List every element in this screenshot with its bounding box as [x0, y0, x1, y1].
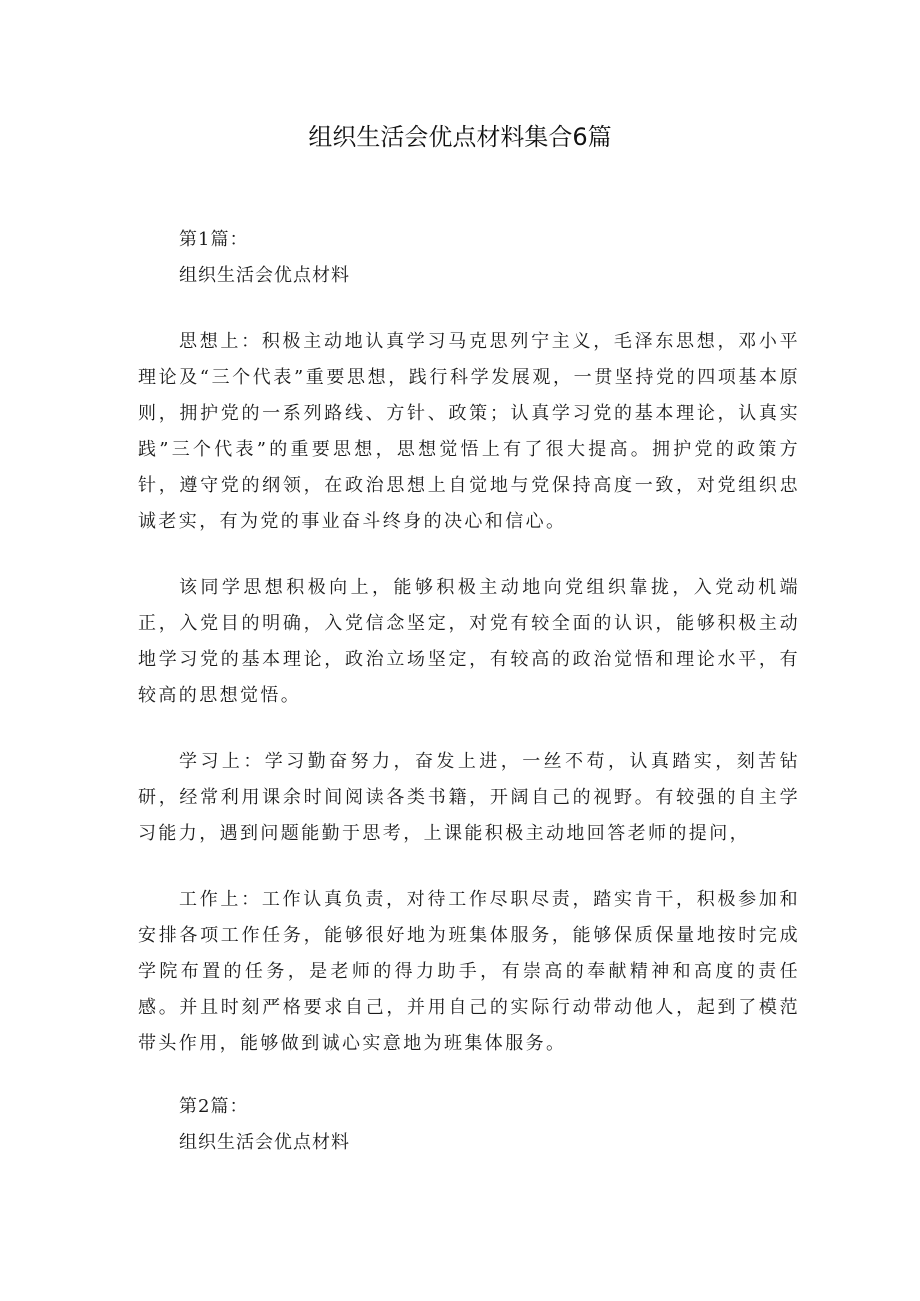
paragraph-work: 工作上：工作认真负责，对待工作尽职尽责，踏实肯干，积极参加和安排各项工作任务，能够很好地为班集体服务，能够保质保量地按时完成学院布置的任务，是老师的得力助手，有崇高的奉献精神和高度的责任感。并且时刻严格要求自己，并用自己的实际行动带动他人，起到了模范带头作用，能够做到诚心实意地为班集体服务。	[138, 889, 800, 1054]
paragraph-attitude: 该同学思想积极向上，能够积极主动地向党组织靠拢，入党动机端正，入党目的明确，入党信念坚定，对党有较全面的认识，能够积极主动地学习党的基本理论，政治立场坚定，有较高的政治觉悟和理论水平，有较高的思想觉悟。	[138, 577, 800, 706]
section-2-label: 第2篇：	[179, 1096, 249, 1117]
document-body	[138, 222, 800, 1161]
section-2-subtitle: 组织生活会优点材料	[179, 1132, 350, 1153]
section-1-subtitle: 组织生活会优点材料	[179, 265, 350, 286]
paragraph-study: 学习上：学习勤奋努力，奋发上进，一丝不苟，认真踏实，刻苦钻研，经常利用课余时间阅读各类书籍，开阔自己的视野。有较强的自主学习能力，遇到问题能勤于思考，上课能积极主动地回答老师的提问，	[138, 751, 800, 844]
paragraph-thought: 思想上：积极主动地认真学习马克思列宁主义，毛泽东思想，邓小平理论及“三个代表”重要思想，践行科学发展观，一贯坚持党的四项基本原则，拥护党的一系列路线、方针、政策；认真学习党的基本理论，认真实践”三个代表”的重要思想，思想觉悟上有了很大提高。拥护党的政策方针，遵守党的纲领，在政治思想上自觉地与党保持高度一致，对党组织忠诚老实，有为党的事业奋斗终身的决心和信心。	[138, 331, 800, 532]
document-title: 组织生活会优点材料集合6篇	[308, 123, 612, 151]
section-1-label: 第1篇：	[179, 229, 249, 250]
